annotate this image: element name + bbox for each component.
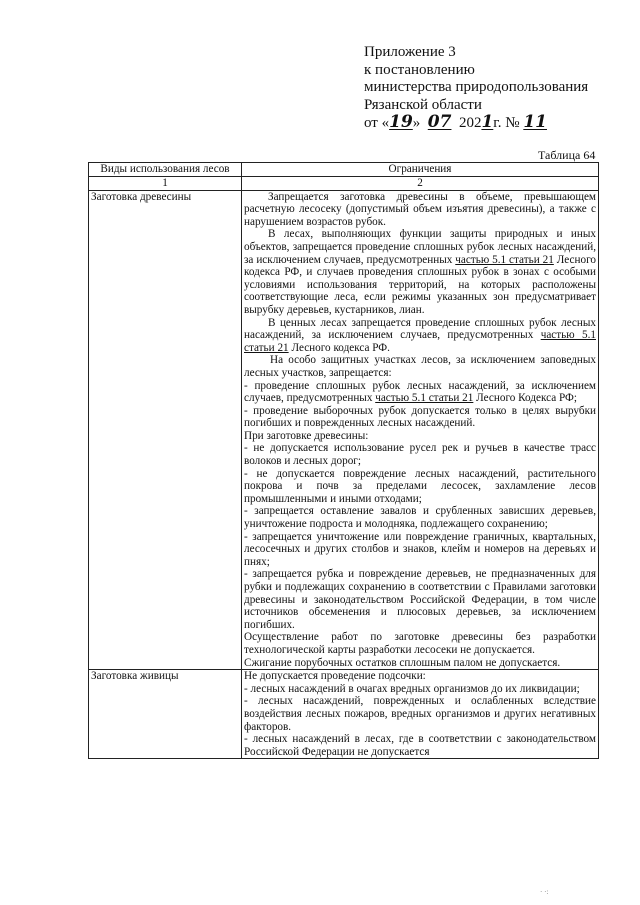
- list-item: - не допускается повреждение лесных насаждений, растительного покрова и почв за пределами лесосек, захламление лесов промышленными и иными отходами;: [244, 467, 596, 505]
- paragraph: При заготовке древесины:: [244, 429, 369, 442]
- list-item: - запрещается рубка и повреждение деревьев, не предназначенных для рубки и подлежащих сохранению в соответствии с Правилами заготовки древесины и законодательством Российской Федерации, в том числе источников обсеменения и плюсовых деревьев, за исключением погибших.: [244, 568, 596, 631]
- law-reference-link[interactable]: частью 5.1 статьи 21: [375, 392, 474, 405]
- law-reference-link[interactable]: частью 5.1 статьи 21: [244, 329, 596, 354]
- list-item: - лесных насаждений в очагах вредных организмов до их ликвидации;: [244, 682, 580, 695]
- handwritten-day: 19: [389, 112, 413, 132]
- restrictions-table: [88, 162, 599, 759]
- list-item: - проведение сплошных рубок лесных насаждений, за исключением случаев, предусмотренных частью 5.1 статьи 21 Лесного Кодекса РФ;: [244, 379, 596, 405]
- appendix-header: [364, 44, 588, 133]
- paragraph: На особо защитных участках лесов, за исключением заповедных лесных участков, запрещается:: [244, 354, 596, 379]
- list-item: - запрещается оставление завалов и срубленных зависших деревьев, уничтожение подроста и молодняка, подлежащего сохранению;: [244, 505, 596, 531]
- resolution-line: к постановлению: [364, 61, 475, 78]
- usage-type-cell: Заготовка живицы: [89, 670, 242, 759]
- appendix-title: Приложение 3: [364, 44, 456, 60]
- column-number: 2: [242, 177, 599, 191]
- column-number-row: [89, 177, 599, 191]
- column-header-usage-type: Виды использования лесов: [89, 163, 242, 177]
- handwritten-number: 11: [523, 112, 547, 132]
- handwritten-year-digit: 1: [481, 112, 494, 132]
- date-line: от «19» 07 2021г. № 11: [364, 112, 547, 132]
- table-label: Таблица 64: [538, 148, 596, 162]
- restrictions-cell: [242, 190, 599, 670]
- ministry-line: министерства природопользования: [364, 79, 589, 95]
- handwritten-month: 07: [427, 112, 452, 132]
- paragraph: В ценных лесах запрещается проведение сплошных рубок лесных насаждений, за исключением случаев, предусмотренных частью 5.1 статьи 21 Лесного кодекса РФ.: [244, 316, 596, 354]
- paragraph: Запрещается заготовка древесины в объеме, превышающем расчетную лесосеку (допустимый объем изъятия древесины), а также с нарушением возрастов рубок.: [244, 190, 596, 228]
- list-item: - лесных насаждений, поврежденных и ослабленных вследствие воздействия лесных пожаров, вредных организмов и других негативных факторов.: [244, 695, 596, 733]
- paragraph: Не допускается проведение подсочки:: [244, 670, 426, 683]
- scan-artifact-text: · ·:: [540, 888, 549, 896]
- usage-type-cell: Заготовка древесины: [89, 190, 242, 670]
- table-row: [89, 190, 599, 670]
- column-number: 1: [89, 177, 242, 191]
- list-item: - проведение выборочных рубок допускается только в целях вырубки погибших и поврежденных лесных насаждений.: [244, 404, 596, 430]
- list-item: - запрещается уничтожение или повреждение граничных, квартальных, лесосечных и других столбов и знаков, клейм и номеров на деревьях и пнях;: [244, 530, 596, 568]
- restrictions-cell: [242, 670, 599, 759]
- region-line: Рязанской области: [364, 96, 482, 113]
- paragraph: Осуществление работ по заготовке древесины без разработки технологической карты разработки лесосеки не допускается.: [244, 631, 596, 656]
- law-reference-link[interactable]: частью 5.1 статьи 21: [455, 253, 554, 266]
- table-row: [89, 670, 599, 759]
- paragraph: Сжигание порубочных остатков сплошным палом не допускается.: [244, 656, 561, 669]
- list-item: - не допускается использование русел рек и ручьев в качестве трасс волоков и лесных дорог;: [244, 442, 596, 468]
- table-header-row: [89, 163, 599, 177]
- paragraph: В лесах, выполняющих функции защиты природных и иных объектов, запрещается проведение сплошных рубок лесных насаждений, за исключением случаев, предусмотренных частью 5.1 статьи 21 Лесного кодекса РФ, и случаев проведения сплошных рубок в зонах с особыми условиями использования территорий, на которых расположены соответствующие леса, если режимы указанных зон предусматривает вырубку деревьев, кустарников, лиан.: [244, 228, 596, 316]
- column-header-restrictions: Ограничения: [242, 163, 599, 177]
- list-item: - лесных насаждений в лесах, где в соответствии с законодательством Российской Федерации не допускается: [244, 733, 596, 758]
